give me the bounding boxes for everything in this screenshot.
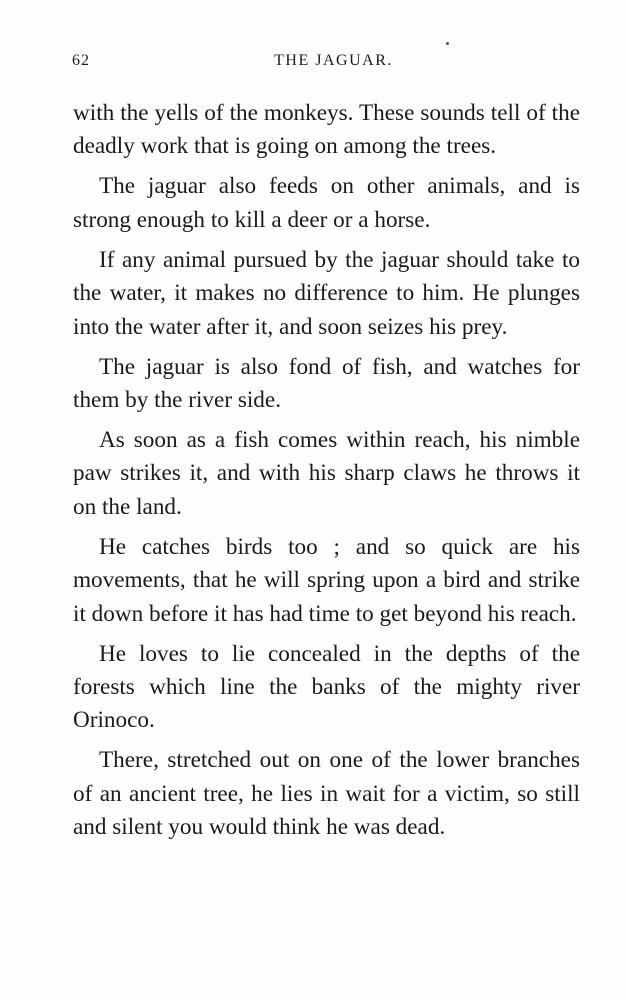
paragraph: If any animal pursued by the jaguar should take to the water, it makes no difference to him. He plunges into the water after it, and soon seizes his prey. — [73, 246, 580, 340]
paragraph: There, stretched out on one of the lower branches of an ancient tree, he lies in wait for a victim, so still and silent you would think he was dead. — [73, 747, 580, 841]
paragraph: The jaguar is also fond of fish, and watches for them by the river side. — [73, 353, 580, 414]
paragraph: He catches birds too ; and so quick are his movements, that he will spring upon a bird and strike it down before it has had time to get beyond his reach. — [73, 533, 580, 627]
paragraph: The jaguar also feeds on other animals, and is strong enough to kill a deer or a horse. — [73, 173, 580, 233]
paragraph-continuation: with the yells of the monkeys. These sounds tell of the deadly work that is going on among the trees. — [73, 100, 580, 160]
running-title: THE JAGUAR. — [274, 52, 393, 69]
ink-speck — [446, 42, 449, 45]
paragraph: As soon as a fish comes within reach, his nimble paw strikes it, and with his sharp claws he throws it on the land. — [73, 427, 580, 520]
page-header — [72, 52, 579, 76]
page-number: 62 — [72, 52, 90, 69]
body-text — [73, 97, 580, 851]
paragraph: He loves to lie concealed in the depths of the forests which line the banks of the mighty river Orinoco. — [73, 640, 580, 734]
